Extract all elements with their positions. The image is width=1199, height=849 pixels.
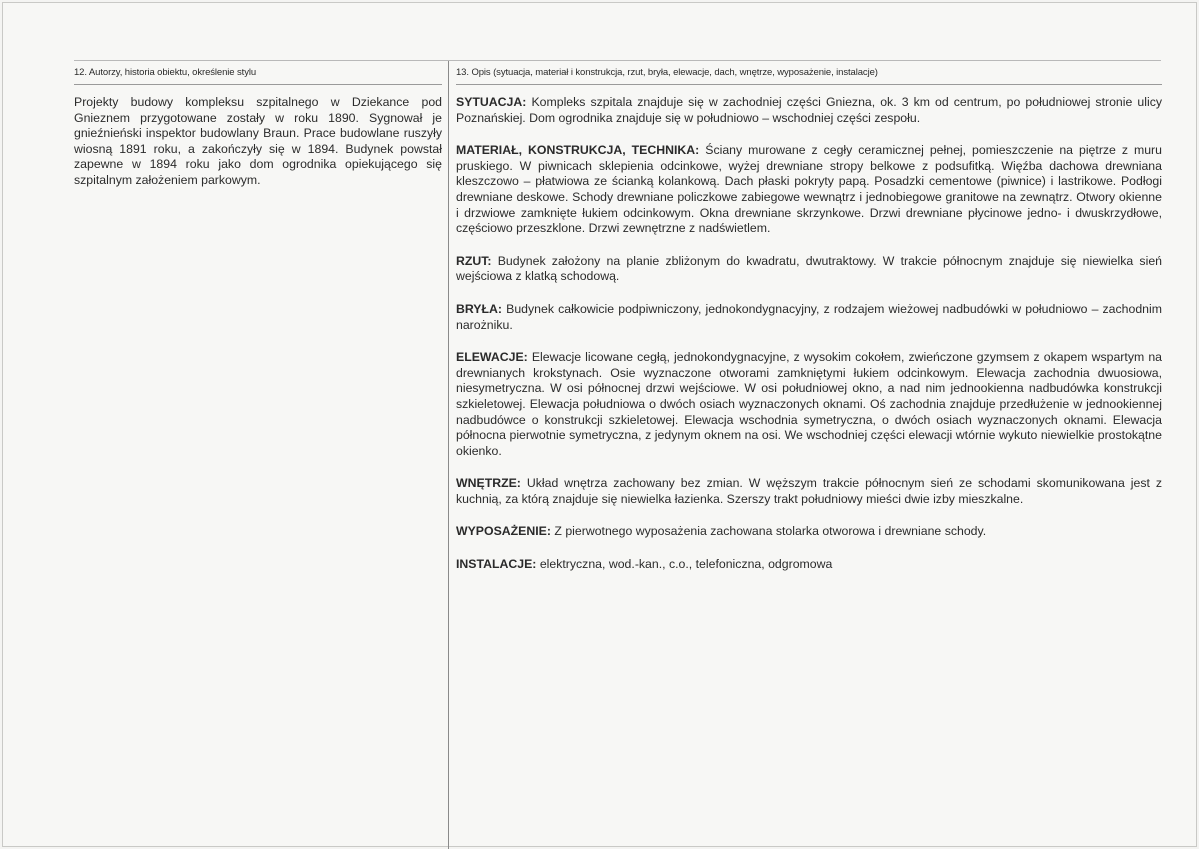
- text-sytuacja: Kompleks szpitala znajduje się w zachodniej części Gniezna, ok. 3 km od centrum, po południowej stronie ulicy Poznańskiej. Dom ogrodnika znajduje się w południowo – wschodniej części zespołu.: [456, 95, 1163, 125]
- text-bryla: Budynek całkowicie podpiwniczony, jednokondygnacyjny, z rodzajem wieżowej nadbudówki w południowo – zachodnim narożniku.: [456, 301, 1163, 332]
- paragraph-sytuacja: [456, 95, 1162, 126]
- text-material: Ściany murowane z cegły ceramicznej pełnej, pomieszczenie na piętrze z muru pruskiego. W piwnicach sklepienia odcinkowe, wyżej drewniane stropy belkowe z podsufitką. Więźba dachowa drewniana kleszczowo – płatwiowa ze ścianką kolankową. Dach płaski pokryty papą. Posadzki cementowe (piwnice) i lastrikowe. Podłogi drewniane deskowe. Schody drewniane policzkowe zabiegowe wewnątrz i jednobiegowe granitowe na zewnątrz. Otwory okienne i drzwiowe zamknięte łukiem odcinkowym. Okna drewniane skrzynkowe. Drzwi drewniane płycinowe jedno- i dwuskrzydłowe, częściowo przeszklone. Drzwi zewnętrzne z nadświetlem.: [456, 143, 1162, 236]
- label-wnetrze: WNĘTRZE:: [456, 476, 521, 491]
- paragraph-instalacje: [456, 557, 1162, 573]
- left-column: [74, 64, 442, 189]
- section-13-heading-rule: [456, 84, 1162, 85]
- label-wyposazenie: WYPOSAŻENIE:: [456, 524, 551, 539]
- label-instalacje: INSTALACJE:: [456, 557, 537, 572]
- label-sytuacja: SYTUACJA:: [456, 95, 527, 109]
- paragraph-wnetrze: [456, 476, 1162, 507]
- section-13-heading: 13. Opis (sytuacja, materiał i konstrukcja, rzut, bryła, elewacje, dach, wnętrze, wyposażenie, instalacje): [456, 67, 878, 78]
- history-text: Projekty budowy kompleksu szpitalnego w Dziekance pod Gnieznem przygotowane zostały w roku 1890. Sygnował je gnieźnieński inspektor budowlany Braun. Prace budowlane ruszyły wiosną 1891 roku, a zakończyły się w 1894. Budynek powstał zapewne w 1894 roku jako dom ogrodnika opiekującego się szpitalnym założeniem parkowym.: [74, 95, 442, 187]
- paragraph-rzut: [456, 254, 1162, 285]
- label-elewacje: ELEWACJE:: [456, 350, 528, 365]
- text-wnetrze: Układ wnętrza zachowany bez zmian. W węższym trakcie północnym sień ze schodami skomunikowana jest z kuchnią, za którą znajduje się niewielka łazienka. Szerszy trakt południowy mieści dwie izby mieszkalne.: [456, 476, 1163, 506]
- label-material: MATERIAŁ, KONSTRUKCJA, TECHNIKA:: [456, 143, 700, 158]
- column-divider: [448, 61, 449, 849]
- text-rzut: Budynek założony na planie zbliżonym do kwadratu, dwutraktowy. W trakcie północnym znajduje się niewielka sień wejściowa z klatką schodową.: [456, 253, 1162, 284]
- paragraph-elewacje: [456, 350, 1162, 459]
- text-wyposazenie: Z pierwotnego wyposażenia zachowana stolarka otworowa i drewniane schody.: [554, 524, 987, 539]
- frame-top-rule: [74, 60, 1161, 61]
- text-instalacje: elektryczna, wod.-kan., c.o., telefoniczna, odgromowa: [539, 557, 833, 572]
- label-bryla: BRYŁA:: [456, 301, 502, 316]
- label-rzut: RZUT:: [456, 253, 492, 268]
- paragraph-material: [456, 143, 1162, 237]
- section-12-heading: 12. Autorzy, historia obiektu, określenie stylu: [74, 67, 257, 78]
- right-column: [456, 64, 1162, 590]
- section-12-heading-rule: [74, 84, 442, 85]
- text-elewacje: Elewacje licowane cegłą, jednokondygnacyjne, z wysokim cokołem, zwieńczone gzymsem z okapem wspartym na drewnianych krokstynach. Osie wyznaczone otworami zamkniętymi łukiem odcinkowym. Elewacja zachodnia dwuosiowa, niesymetryczna. W osi północnej drzwi wejściowe. W osi południowej okno, a nad nim jednookienna nadbudówka konstrukcji szkieletowej. Elewacja południowa o dwóch osiach wyznaczonych oknami. Oś zachodnia znajduje przedłużenie w jednookiennej nadbudówce o konstrukcji szkieletowej. Elewacja wschodnia symetryczna, o dwóch osiach wyznaczonych oknami. Elewacja północna pierwotnie symetryczna, z jedynym oknem na osi. We wschodniej części elewacji wtórnie wykuto niewielkie prostokątne okienko.: [456, 350, 1162, 458]
- paragraph-wyposazenie: [456, 524, 1162, 540]
- paragraph-bryla: [456, 302, 1162, 333]
